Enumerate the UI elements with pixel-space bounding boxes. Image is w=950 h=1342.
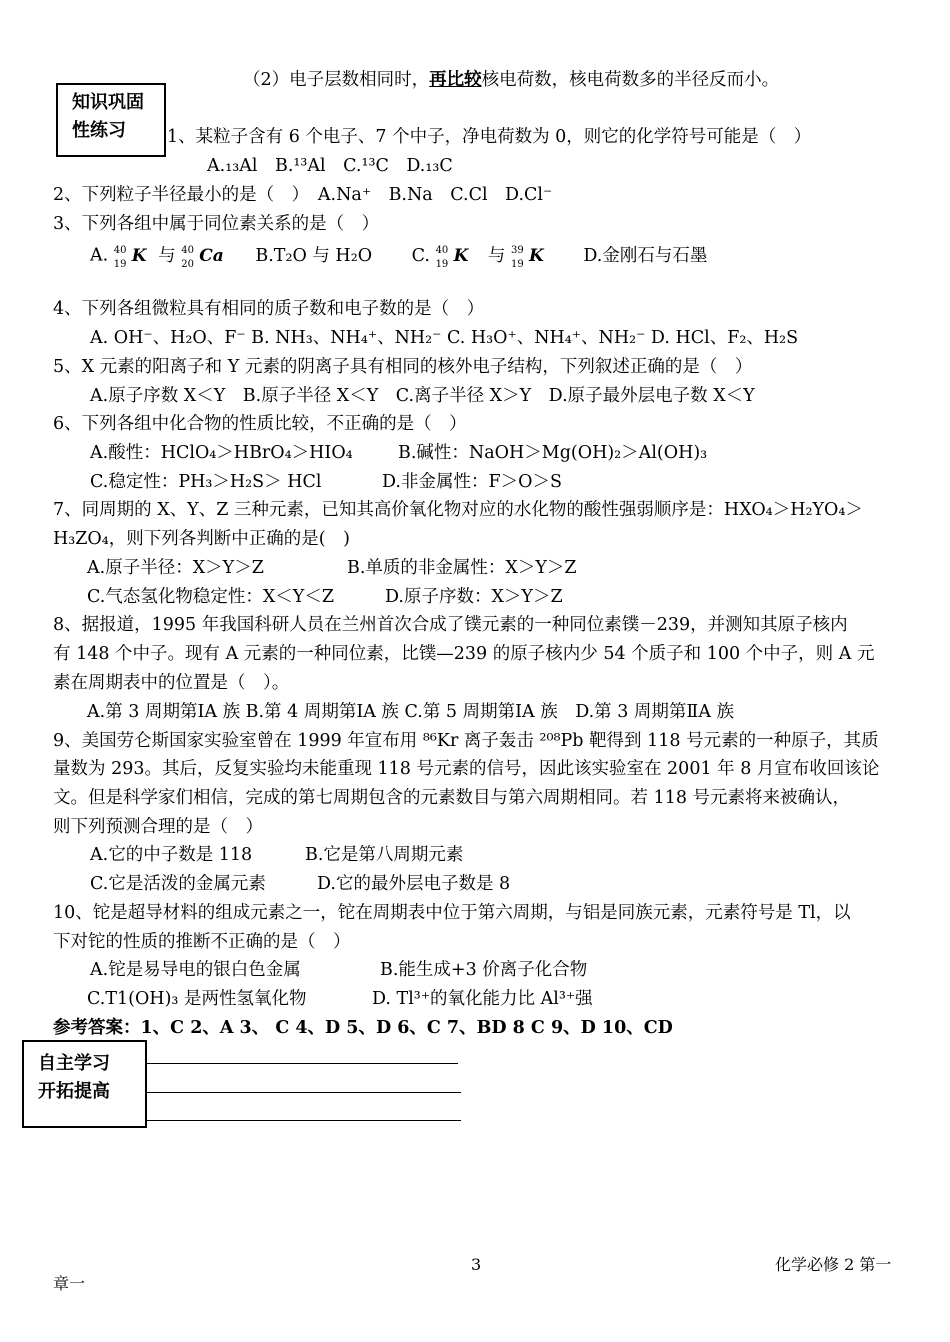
q6-option-d: D.非金属性：F＞O＞S <box>382 472 562 492</box>
q5-options: A.原子序数 X＜Y B.原子半径 X＜Y C.离子半径 X＞Y D.原子最外层电子数 X＜Y <box>90 386 755 406</box>
emphasis: 再比较 <box>429 70 482 90</box>
q9-option-c: C.它是活泼的金属元素 <box>90 874 266 894</box>
q9-option-a: A.它的中子数是 118 <box>90 845 253 865</box>
nuclide-k39: 39 19 K <box>511 245 544 270</box>
self-study-heading-box: 自主学习 开拓提高 <box>22 1040 147 1128</box>
q9-stem-2: 量数为 293。其后，反复实验均未能重现 118 号元素的信号，因此该实验室在 2001 年 8 月宣布收回该论 <box>53 759 880 779</box>
q9-option-b: B.它是第八周期元素 <box>305 845 464 865</box>
q7-option-d: D.原子序数：X＞Y＞Z <box>385 587 563 607</box>
q6-option-a: A.酸性：HClO₄＞HBrO₄＞HIO₄ <box>90 443 353 463</box>
answer-key: 参考答案：1、C 2、A 3、 C 4、D 5、D 6、C 7、BD 8 C 9、D 10、CD <box>53 1018 673 1038</box>
intro-line: （2）电子层数相同时，再比较核电荷数，核电荷数多的半径反而小。 <box>243 70 780 90</box>
q5-stem: 5、X 元素的阳离子和 Y 元素的阴离子具有相同的核外电子结构，下列叙述正确的是（ ） <box>53 357 753 377</box>
q9-stem-1: 9、美国劳仑斯国家实验室曾在 1999 年宣布用 ⁸⁶Kr 离子轰击 ²⁰⁸Pb 靶得到 118 号元素的一种原子，其质 <box>53 731 879 751</box>
footer-right: 化学必修 2 第一 <box>775 1255 892 1274</box>
q8-stem-2: 有 148 个中子。现有 A 元素的一种同位素，比镤—239 的原子核内少 54 个质子和 100 个中子，则 A 元 <box>53 644 875 664</box>
q8-stem-1: 8、据报道，1995 年我国科研人员在兰州首次合成了镤元素的一种同位素镤－239，并测知其原子核内 <box>53 615 848 635</box>
q1-options: A.₁₃Al B.¹³Al C.¹³C D.₁₃C <box>207 156 453 176</box>
page-number: 3 <box>471 1255 482 1274</box>
q4-stem: 4、下列各组微粒具有相同的质子数和电子数的是（ ） <box>53 299 485 319</box>
q1-stem: 1、某粒子含有 6 个电子、7 个中子，净电荷数为 0，则它的化学符号可能是（ ） <box>167 127 812 147</box>
q10-stem-1: 10、铊是超导材料的组成元素之一，铊在周期表中位于第六周期，与铝是同族元素，元素符号是 Tl，以 <box>53 903 851 923</box>
exercise-heading-box: 知识巩固 性练习 <box>56 83 166 157</box>
q9-option-d: D.它的最外层电子数是 8 <box>317 874 511 894</box>
q6-option-c: C.稳定性：PH₃＞H₂S＞ HCl <box>90 472 322 492</box>
q7-option-a: A.原子半径：X＞Y＞Z <box>87 558 264 578</box>
q6-option-b: B.碱性：NaOH＞Mg(OH)₂＞Al(OH)₃ <box>398 443 708 463</box>
q3-options: A. 40 19 K 与 40 20 Ca B.T₂O 与 H₂O C. 40 19 K 与 39 19 K D.金刚石与石墨 <box>90 240 707 276</box>
nuclide-ca40: 40 20 Ca <box>181 245 224 270</box>
q7-option-b: B.单质的非金属性：X＞Y＞Z <box>347 558 577 578</box>
q9-stem-4: 则下列预测合理的是（ ） <box>53 817 263 837</box>
q10-stem-2: 下对铊的性质的推断不正确的是（ ） <box>53 932 351 952</box>
q4-options: A. OH⁻、H₂O、F⁻ B. NH₃、NH₄⁺、NH₂⁻ C. H₃O⁺、NH₄⁺、NH₂⁻ D. HCl、F₂、H₂S <box>90 328 799 348</box>
answer-line-2 <box>147 1092 461 1093</box>
q9-stem-3: 文。但是科学家们相信，完成的第七周期包含的元素数目与第六周期相同。若 118 号元素将来被确认， <box>53 788 851 808</box>
footer-left: 章一 <box>53 1274 86 1293</box>
q10-option-c: C.T1(OH)₃ 是两性氢氧化物 <box>87 989 307 1009</box>
q10-option-d: D. Tl³⁺的氧化能力比 Al³⁺强 <box>372 989 593 1009</box>
q7-stem-2: H₃ZO₄，则下列各判断中正确的是( ) <box>53 529 350 549</box>
q10-option-b: B.能生成+3 价离子化合物 <box>380 960 588 980</box>
q3-stem: 3、下列各组中属于同位素关系的是（ ） <box>53 214 380 234</box>
q8-stem-3: 素在周期表中的位置是（ ）。 <box>53 673 290 693</box>
q6-stem: 6、下列各组中化合物的性质比较，不正确的是（ ） <box>53 414 467 434</box>
q10-option-a: A.铊是易导电的银白色金属 <box>90 960 301 980</box>
nuclide-k40: 40 19 K <box>113 245 147 270</box>
answer-line-3 <box>147 1120 461 1121</box>
q7-option-c: C.气态氢化物稳定性：X＜Y＜Z <box>87 587 334 607</box>
q7-stem-1: 7、同周期的 X、Y、Z 三种元素，已知其高价氧化物对应的水化物的酸性强弱顺序是：HXO₄＞H₂YO₄＞ <box>53 500 863 520</box>
q2-stem: 2、下列粒子半径最小的是（ ） A.Na⁺ B.Na C.Cl D.Cl⁻ <box>53 185 553 205</box>
nuclide-k40-b: 40 19 K <box>435 245 469 270</box>
q8-options: A.第 3 周期第ⅠA 族 B.第 4 周期第ⅠA 族 C.第 5 周期第ⅠA 族 D.第 3 周期第ⅡA 族 <box>87 702 735 722</box>
answer-line-1 <box>147 1063 458 1064</box>
